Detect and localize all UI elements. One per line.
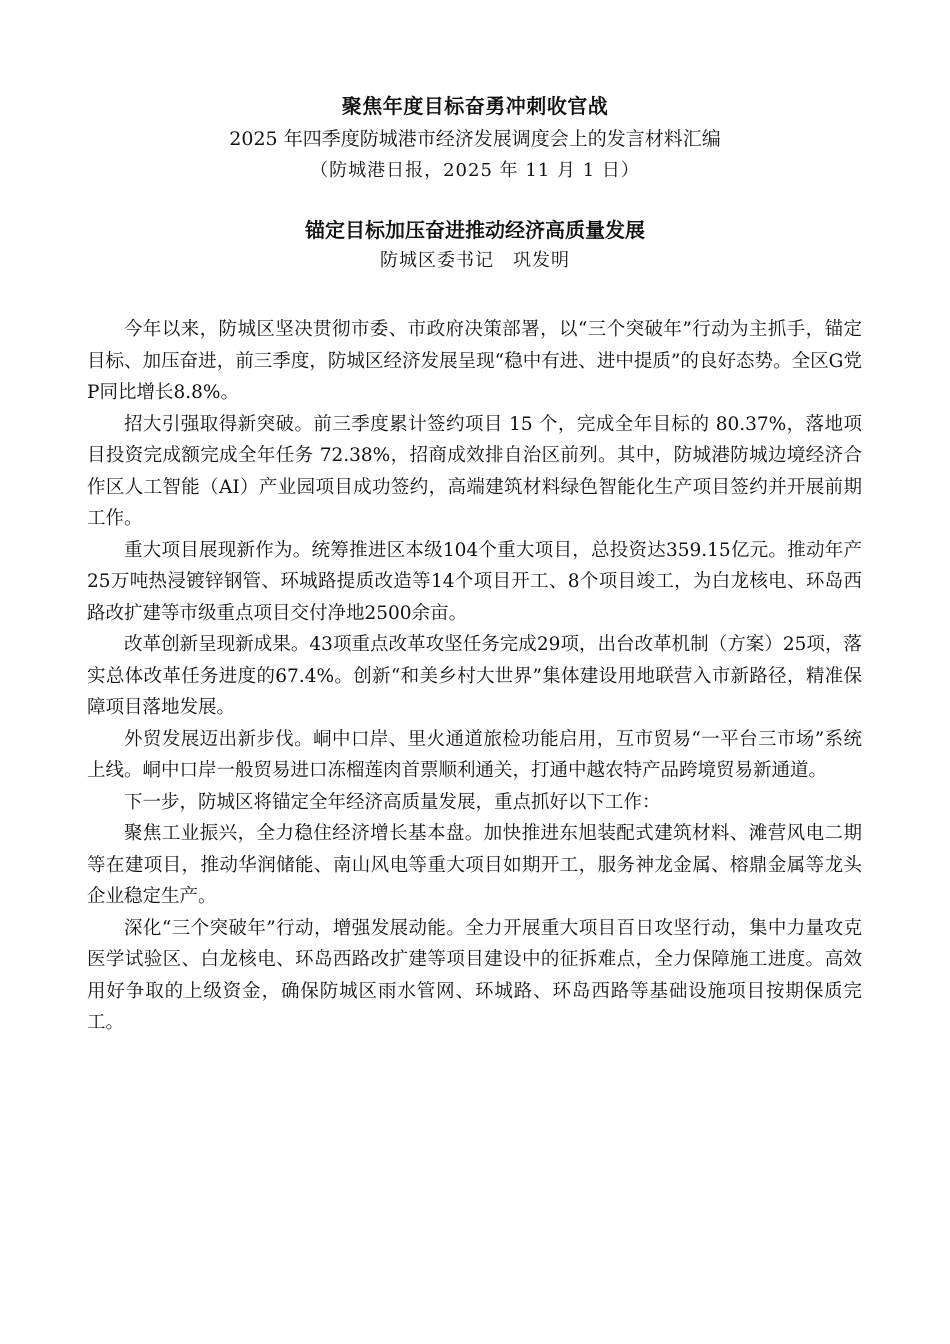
paragraph: 外贸发展迈出新步伐。峒中口岸、里火通道旅检功能启用，互市贸易“一平台三市场”系统上线。峒中口岸一般贸易进口冻榴莲肉首票顺利通关，打通中越农特产品跨境贸易新通道。 [87,728,862,781]
main-title: 聚焦年度目标奋勇冲刺收官战 [341,94,609,118]
paragraph: 改革创新呈现新成果。43项重点改革攻坚任务完成29项，出台改革机制（方案）25项，落实总体改革任务进度的67.4%。创新“和美乡村大世界”集体建设用地联营入市新路径，精准保障项目落地发展。 [87,634,862,718]
article-title: 锚定目标加压奋进推动经济高质量发展 [305,218,645,242]
source-line: （防城港日报，2025 年 11 月 1 日） [310,160,640,181]
paragraph: 招大引强取得新突破。前三季度累计签约项目 15 个，完成全年目标的 80.37%，落地项目投资完成额完成全年任务 72.38%，招商成效排自治区前列。其中，防城港防城边境经济合作区人工智能（AI）产业园项目成功签约，高端建筑材料绿色智能化生产项目签约并开展前期工作。 [87,413,862,529]
paragraph: 今年以来，防城区坚决贯彻市委、市政府决策部署，以“三个突破年”行动为主抓手，锚定目标、加压奋进，前三季度，防城区经济发展呈现“稳中有进、进中提质”的良好态势。全区G党P同比增长8.8%。 [87,319,862,403]
subtitle: 2025 年四季度防城港市经济发展调度会上的发言材料汇编 [229,128,721,150]
paragraph: 深化“三个突破年”行动，增强发展动能。全力开展重大项目百日攻坚行动，集中力量攻克医学试验区、白龙核电、环岛西路改扩建等项目建设中的征拆难点，全力保障施工进度。高效用好争取的上级资金，确保防城区雨水管网、环城路、环岛西路等基础设施项目按期保质完工。 [87,917,862,1033]
paragraph: 下一步，防城区将锚定全年经济高质量发展，重点抓好以下工作： [124,791,661,813]
article-body [87,314,862,1039]
paragraph: 重大项目展现新作为。统筹推进区本级104个重大项目，总投资达359.15亿元。推动年产25万吨热浸镀锌钢管、环城路提质改造等14个项目开工、8个项目竣工，为白龙核电、环岛西路改扩建等市级重点项目交付净地2500余亩。 [87,539,862,624]
author-line: 防城区委书记 巩发明 [380,250,570,271]
paragraph: 聚焦工业振兴，全力稳住经济增长基本盘。加快推进东旭装配式建筑材料、滩营风电二期等在建项目，推动华润储能、南山风电等重大项目如期开工，服务神龙金属、榕鼎金属等龙头企业稳定生产。 [87,823,862,907]
